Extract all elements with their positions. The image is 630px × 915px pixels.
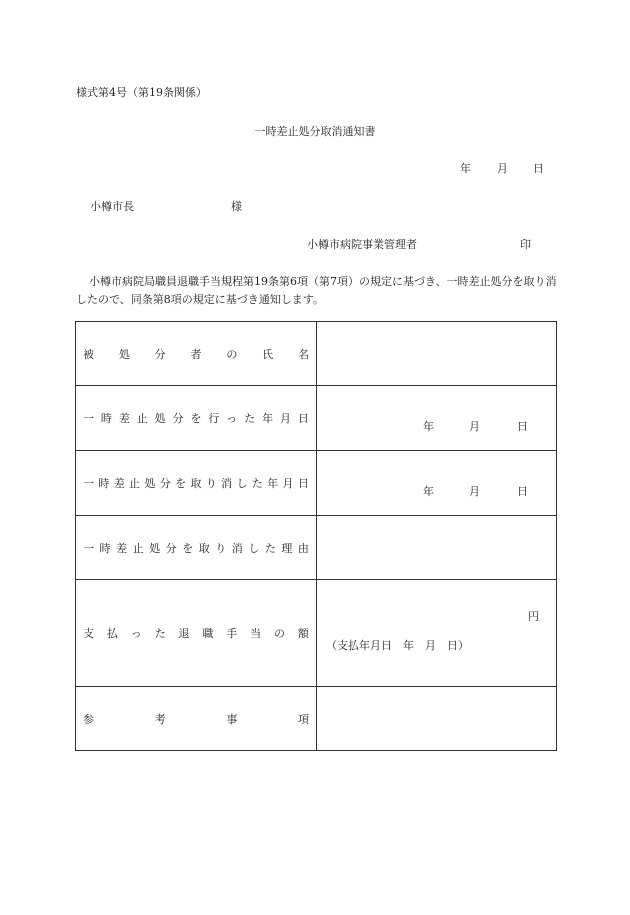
- label-char: 分: [154, 347, 166, 361]
- yen-label: 円: [528, 610, 539, 623]
- document-title: 一時差止処分取消通知書: [254, 125, 376, 138]
- label-char: 分: [165, 541, 177, 555]
- label-char: 分: [159, 477, 171, 490]
- label-char: 職: [202, 627, 214, 640]
- table-row: [76, 451, 557, 516]
- label-char: 手: [226, 627, 238, 640]
- label-char: 処: [149, 541, 161, 555]
- row-label: [76, 346, 316, 362]
- row-label: [76, 540, 316, 556]
- label-char: 時: [98, 477, 110, 490]
- label-char: 日: [297, 412, 309, 425]
- label-char: 考: [154, 712, 166, 726]
- label-cell: [76, 322, 317, 386]
- label-char: 処: [118, 347, 130, 361]
- label-char: 払: [106, 627, 118, 640]
- label-char: 月: [282, 477, 294, 490]
- label-char: 氏: [262, 347, 274, 361]
- label-char: 由: [297, 541, 309, 555]
- label-char: 一: [83, 541, 94, 555]
- label-char: 取: [190, 477, 202, 490]
- year-label: 年: [423, 420, 434, 433]
- label-cell: [76, 516, 317, 580]
- month-label: 月: [469, 420, 480, 433]
- label-char: し: [236, 477, 248, 490]
- day-label: 日: [517, 420, 528, 433]
- label-char: 止: [132, 541, 144, 555]
- label-char: 日: [297, 477, 309, 490]
- label-char: 分: [172, 412, 184, 425]
- label-char: 一: [83, 412, 94, 425]
- cancellation-reason-field[interactable]: [317, 516, 557, 580]
- label-char: を: [182, 541, 194, 555]
- payment-date-label: （支払年月日 年 月 日）: [326, 639, 469, 652]
- label-char: り: [205, 477, 217, 490]
- label-char: た: [264, 541, 276, 555]
- subject-name-field[interactable]: [317, 322, 557, 386]
- label-char: 差: [113, 477, 125, 490]
- form-number: 様式第4号（第19条関係）: [76, 86, 207, 99]
- row-label: [76, 410, 316, 426]
- label-char: た: [154, 627, 166, 640]
- notice-table: [75, 321, 557, 751]
- label-char: 額: [297, 627, 309, 640]
- date-year-label: 年: [460, 162, 471, 175]
- label-char: 年: [262, 412, 274, 425]
- label-cell: [76, 580, 317, 687]
- label-char: 取: [198, 541, 210, 555]
- addressee: 小樽市長: [90, 200, 134, 213]
- notes-field[interactable]: [317, 687, 557, 751]
- label-char: た: [244, 412, 256, 425]
- table-row: [76, 322, 557, 386]
- suspension-date-field[interactable]: [317, 386, 557, 451]
- month-label: 月: [469, 485, 480, 498]
- date-day-label: 日: [533, 162, 544, 175]
- label-char: 処: [154, 412, 166, 425]
- label-char: 行: [208, 412, 220, 425]
- year-label: 年: [423, 485, 434, 498]
- day-label: 日: [517, 485, 528, 498]
- label-char: 処: [144, 477, 156, 490]
- label-char: 支: [83, 627, 94, 640]
- sender: 小樽市病院事業管理者: [307, 238, 417, 251]
- label-cell: [76, 451, 317, 516]
- body-text: 小樽市病院局職員退職手当規程第19条第6項（第7項）の規定に基づき、一時差止処分を取り消したので、同条第8項の規定に基づき通知します。: [76, 275, 557, 306]
- row-label: [76, 711, 316, 727]
- label-char: 月: [279, 412, 291, 425]
- label-char: を: [190, 412, 202, 425]
- label-char: 差: [116, 541, 128, 555]
- label-cell: [76, 687, 317, 751]
- label-char: の: [274, 627, 285, 640]
- row-label: [76, 625, 316, 641]
- date-month-label: 月: [497, 162, 508, 175]
- label-char: 退: [178, 627, 190, 640]
- label-char: 止: [136, 412, 148, 425]
- table-row: [76, 386, 557, 451]
- label-char: 時: [100, 412, 112, 425]
- label-char: 消: [221, 477, 233, 490]
- label-char: 項: [297, 712, 309, 726]
- label-char: 当: [250, 627, 262, 640]
- label-char: し: [248, 541, 260, 555]
- table-row: [76, 580, 557, 687]
- label-char: 時: [99, 541, 111, 555]
- row-label: [76, 475, 316, 491]
- label-char: り: [215, 541, 227, 555]
- label-cell: [76, 386, 317, 451]
- label-char: 理: [281, 541, 293, 555]
- table-row: [76, 516, 557, 580]
- label-char: た: [251, 477, 263, 490]
- retirement-allowance-field[interactable]: [317, 580, 557, 687]
- label-char: 消: [231, 541, 243, 555]
- label-char: っ: [226, 412, 238, 425]
- label-char: 止: [129, 477, 141, 490]
- seal-mark: 印: [520, 238, 531, 251]
- label-char: 被: [83, 347, 94, 361]
- label-char: 名: [297, 347, 309, 361]
- label-char: 差: [118, 412, 130, 425]
- cancellation-date-field[interactable]: [317, 451, 557, 516]
- label-char: の: [226, 347, 238, 361]
- table-row: [76, 687, 557, 751]
- honorific: 様: [231, 200, 242, 213]
- label-char: 事: [226, 712, 238, 726]
- label-char: 者: [190, 347, 202, 361]
- label-char: 参: [83, 712, 94, 726]
- label-char: 一: [83, 477, 94, 490]
- label-char: 年: [267, 477, 279, 490]
- label-char: を: [175, 477, 187, 490]
- label-char: っ: [130, 627, 142, 640]
